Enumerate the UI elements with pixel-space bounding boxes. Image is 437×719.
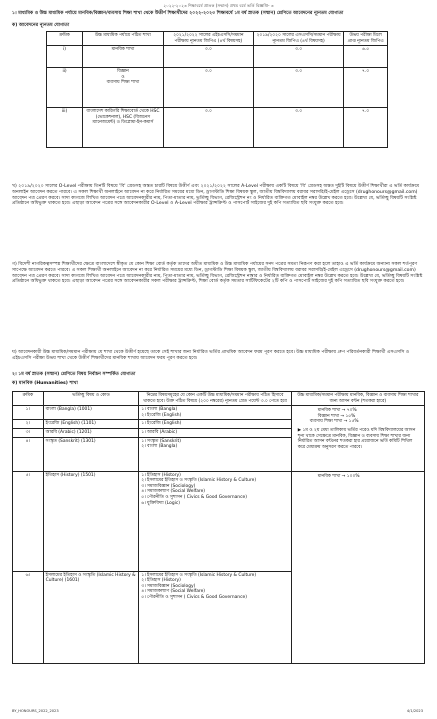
col-ssc: ২০১৯/২০২০ সালের এসএসসি/সমমান পরীক্ষায় ন্যূনতম জিপিএ (৪র্থ বিষয়সহ) [253,32,343,46]
row-hsc: ৩.০ [163,46,253,68]
row-requirement [139,420,292,429]
row-ssc: ৩.০ [253,46,343,68]
subject-table-header [13,392,425,406]
requirement-item: ৫। পৌরনীতি ও সুশাসন ( Civics & Good Governance) [141,494,247,500]
paragraph-ga: গ) বিদেশী নাগরিকত্বসম্পন্ন শিক্ষার্থীদের ক্ষেত্রে বাংলাদেশে স্বীকৃত যে কোন শিক্ষা বোর্ড কর্তৃক তাদের অধীত মাধ্যমিক ও উচ্চ মাধ্যমিক পর্যায়ের সনদ পত্রের সমতা নিরূপণ করা হলে তাহাও এ ভর্তি কার্যক্রমে অন্যান্য সকল শর্তপূরণ সাপেক্ষে আবেদন করতে পারবে। এ সকল শিক্ষার্থী অনলাইনে আবেদন না করে নির্ধারিত সময়ের মধ্যে ডিন, ড্রাগস্টাডি শিক্ষা বিষয়ক স্কুল, জাতীয় বিশ্ববিদ্যালয় বরাবর সরাসরি/ই-মেইল এড্রেসে (drughonours@gmail.com) আবেদন পত্র প্রেরণ করবে। সাদা কাগজে লিখিত আবেদন পত্রে আবেদনকারীর নাম, পিতা-মাতার নাম, ভর্তিচ্ছু বিভাগ, রেজিস্ট্রেশন নাম্বার ও নির্ধারিত ব্যক্তিগত মোবাইল নম্বর উল্লেখ করতে হবে। উল্লেখ্য যে, ভর্তিচ্ছু বিষয়টি সংশ্লিষ্ট প্রতিষ্ঠানে অধিভুক্ত থাকতে হবে। এছাড়া আবেদন পত্রের সঙ্গে আবেদনকারীর সকল পরীক্ষার ট্রান্সক্রিপ্ট, শিক্ষা বোর্ড কর্তৃক সমতার সার্টিফিকেটের ২টি কপি ও পাসপোর্ট সাইজের দুই কপি সত্যায়িত ছবি সংযুক্ত করতে হবে। [12,262,423,285]
row-serial: ii) [47,68,83,108]
col-requirement: নিম্নের বিষয়সমূহের যে কোন একটি উচ্চ মাধ্যমিক/সমমান পরীক্ষায় পঠিত হিসাবে থাকতে হবে। উক্ত পঠিত বিষয়ে (২০০ নম্বরের) ন্যূনতম গ্রেড পয়েন্ট ৩.০ পেতে হবে [139,392,292,406]
table-row [47,46,388,68]
footer-date: 4/1/2023 [406,709,423,713]
paragraph-gha: ঘ) আবেদনকারী উচ্চ মাধ্যমিক/সমমান পরীক্ষায় যে শাখা থেকে উত্তীর্ণ হয়েছে তাকে সেই শাখার জন্য নির্ধারিত ভর্তির প্রাথমিক আবেদন ফরম পূরণ করতে হবে। উচ্চ মাধ্যমিক পরীক্ষায় গ্রুপ পরিবর্তনকারী শিক্ষার্থী এসএসসি ও এইচএসসি পরীক্ষা উভয় শাখা থেকে উত্তীর্ণ শিক্ষার্থীদের মানবিক শাখায় আবেদন ফরম পূরণ করতে হবে। [12,350,410,361]
row-hsc: ৩.০ [163,68,253,108]
allocation-cell-2 [291,471,424,663]
col-subject: ভর্তিচ্ছু বিষয় ও কোড [43,392,139,406]
allocation-line: ব্যবসায় শিক্ষা শাখা → ১৫% [309,419,359,425]
requirement-item: ১। ইংরেজি (English) [141,421,182,427]
humanities-subject-table [12,391,425,664]
section-1-title: ১। মাধ্যমিক ও উচ্চ মাধ্যমিক পর্যায়ে মানবিক/বিজ্ঞান/ব্যবসায় শিক্ষা শাখা থেকে উত্তীর্ণ শিক্ষার্থীদের ২০২২-২০২৩ শিক্ষাবর্ষে ১ম বর্ষ স্নাতক (সম্মান) শ্রেণিতে আবেদনের ন্যূনতম যোগ্যতা [12,11,344,16]
col-stream: উচ্চ মাধ্যমিক পর্যায়ে পঠিত শাখা [83,32,164,46]
row-requirement [139,437,292,471]
requirement-item: ৪। সমাজকল্যাণ (Social Welfare) [141,489,206,495]
table-row [47,68,388,108]
row-serial: i) [47,46,83,68]
requirement-item: ২। বাংলা (Bangla) [141,444,178,450]
table-row [13,471,425,571]
row-subject: আরবি (Arabic) (1201) [43,428,139,437]
row-ssc: ৩.০ [253,108,343,148]
col-hsc: ২০২১/২০২২ সালের এইচএসসি/সমমান পরীক্ষায় ন্যূনতম জিপিএ (৪র্থ বিষয়সহ) [163,32,253,46]
eligibility-table [46,31,388,148]
col-total: উভয় পরীক্ষা মিলে প্রাপ্ত ন্যূনতম জিপিএ [344,32,388,46]
section-2-subtitle: ক) মানবিক (Humanities) শাখা [12,381,78,386]
requirement-item: ৩। সমাজবিজ্ঞান (Sociology) [141,583,196,589]
requirement-item: ১। ইতিহাস (History) [141,472,181,478]
requirement-item: ১। ইসলামের ইতিহাস ও সংস্কৃতি (Islamic History & Culture) [141,572,257,578]
row-stream: বিজ্ঞান ও ব্যবসায় শিক্ষা শাখা [83,68,164,108]
row-subject: বাংলা (Bangla) (1001) [43,406,139,420]
allocation-note: ▶ ১ম ও ২য় মেধা তালিকায় ভর্তির পরেও যদি বিশ্ববিদ্যালয়ের আসন শূন্য থাকে সেক্ষেত্রে মানবিক, বিজ্ঞান ও ব্যবসায় শিক্ষা শাখার জন্য নির্ধারিত আসন বন্টনের শতকরা হার প্রয়োজনে ভর্তি কমিটি শিথিল করে মেধাক্রম অনুসরণ করতে পারবে। [297,427,416,450]
section-1-subtitle: ক) আবেদনের ন্যূনতম যোগ্যতা [12,23,70,28]
row-total: ৭.০ [344,108,388,148]
row-requirement [139,471,292,571]
row-serial: iii) [47,108,83,148]
allocation-line: বিজ্ঞান শাখা → ১৫% [317,413,356,419]
requirement-item: ১। বাংলা (Bangla) [141,407,178,413]
allocation-cell-1 [291,406,424,471]
requirement-item: ২। ইসলামের ইতিহাস ও সংস্কৃতি (Islamic History & Culture) [141,478,257,484]
row-requirement [139,406,292,420]
section-2-title: ২। ১ম বর্ষ স্নাতক (সম্মান) শ্রেণিতে বিষয় নির্বাচন সম্পর্কিত যোগ্যতা [12,372,136,377]
requirement-item: ৩। সমাজবিজ্ঞান (Sociology) [141,483,196,489]
eligibility-table-header [47,32,388,46]
table-row [47,108,388,148]
requirement-item: ৪। সমাজকল্যাণ (Social Welfare) [141,589,206,595]
requirement-item: ১। সংস্কৃত (Sanskrit) [141,438,181,444]
row-requirement [139,428,292,437]
requirement-item: ১। আরবি (Arabic) [141,429,178,435]
row-stream: মানবিক শাখা [83,46,164,68]
row-subject: সংস্কৃত (Sanskrit) (1301) [43,437,139,471]
row-subject: ইসলামের ইতিহাস ও সংস্কৃতি (Islamic History & Culture) (1601) [43,571,139,663]
row-serial: ৪। [13,437,44,471]
col-serial: ক্রমিক [13,392,44,406]
col-allocation: উচ্চ মাধ্যমিক/সমমান পরীক্ষায় মানবিক, বিজ্ঞান ও ব্যবসায় শিক্ষা শাখার জন্য আসন বন্টন (শতকরা হারে) [291,392,424,406]
row-serial: ২। [13,420,44,429]
row-subject: ইতিহাস (History) (1501) [43,471,139,571]
row-serial: ৬। [13,571,44,663]
requirement-item: ৬। যুক্তিবিদ্যা (Logic) [141,500,180,506]
footer-doc-id: BY_HONOURS_2022_2023 [12,709,59,713]
requirement-item: ২। ইতিহাস (History) [141,578,181,584]
col-serial: ক্রমিক [47,32,83,46]
paragraph-kha: খ) ২০১৯/২০২০ সালের O-Level পরীক্ষায় তিনটি বিষয়ে 'বি' গ্রেডসহ অন্তত চারটি বিষয়ে উত্তীর্ণ এবং ২০২১/২০২২ সালের A-Level পরীক্ষায় একটি বিষয়ে 'বি' গ্রেডসহ অন্তত দুইটি বিষয়ে উত্তীর্ণ শিক্ষার্থীরা এ ভর্তি কার্যক্রমে অনলাইন আবেদন করতে পারবে। এ সকল শিক্ষার্থী অনলাইনে আবেদন না করে নির্ধারিত সময়ের মধ্যে ডিন, ড্রাগস্টাডি শিক্ষা বিষয়ক স্কুল, জাতীয় বিশ্ববিদ্যালয় বরাবর সরাসরি/ই-মেইল এড্রেসে (drughonours@gmail.com) আবেদন পত্র প্রেরণ করবে। সাদা কাগজে লিখিত আবেদন পত্রে আবেদনকারীর নাম, পিতা-মাতার নাম, ভর্তিচ্ছু বিভাগ, রেজিস্ট্রেশন নং ও নির্ধারিত ব্যক্তিগত মোবাইল নম্বর উল্লেখ করতে হবে। উল্লেখ্য যে, ভর্তিচ্ছু বিষয়টি সংশ্লিষ্ট প্রতিষ্ঠানে অধিভুক্ত থাকতে হবে। এছাড়া আবেদন পত্রের সঙ্গে আবেদনকারীর O-Level ও A-Level পরীক্ষার ট্রান্সক্রিপ্ট ও পাসপোর্ট সাইজের দুই কপি সত্যায়িত ছবি সংযুক্ত করতে হবে। [12,184,420,207]
row-hsc: ৩.০ [163,108,253,148]
row-serial: ৫। [13,471,44,571]
row-serial: ৩। [13,428,44,437]
requirement-item: ৫। পৌরনীতি ও সুশাসন ( Civics & Good Governance) [141,594,247,600]
row-ssc: ৩.০ [253,68,343,108]
row-total: ৭.০ [344,68,388,108]
row-serial: ১। [13,406,44,420]
row-total: ৬.৫ [344,46,388,68]
requirement-item: ২। ইংরেজি (English) [141,412,182,418]
allocation-line: মানবিক শাখা → ১০০% [317,473,360,479]
row-stream: বাংলাদেশ কারিগরি শিক্ষাবোর্ড থেকে HSC (ভোকেশনাল), HSC (বিজনেস ম্যানেজমেন্ট) ও ডিপ্লোমা-ইন-কমার্স [83,108,164,148]
document-header: ২০২২-২০২৩ শিক্ষাবর্ষে প্রাতক (সম্মান) প্রথম বর্ষে ভর্তি বিজ্ঞপ্তি- ৩ [163,3,274,8]
row-subject: ইংরেজি (English) (1101) [43,420,139,429]
row-requirement [139,571,292,663]
table-row [13,406,425,420]
allocation-line: মানবিক শাখা → ৭০% [317,408,357,414]
